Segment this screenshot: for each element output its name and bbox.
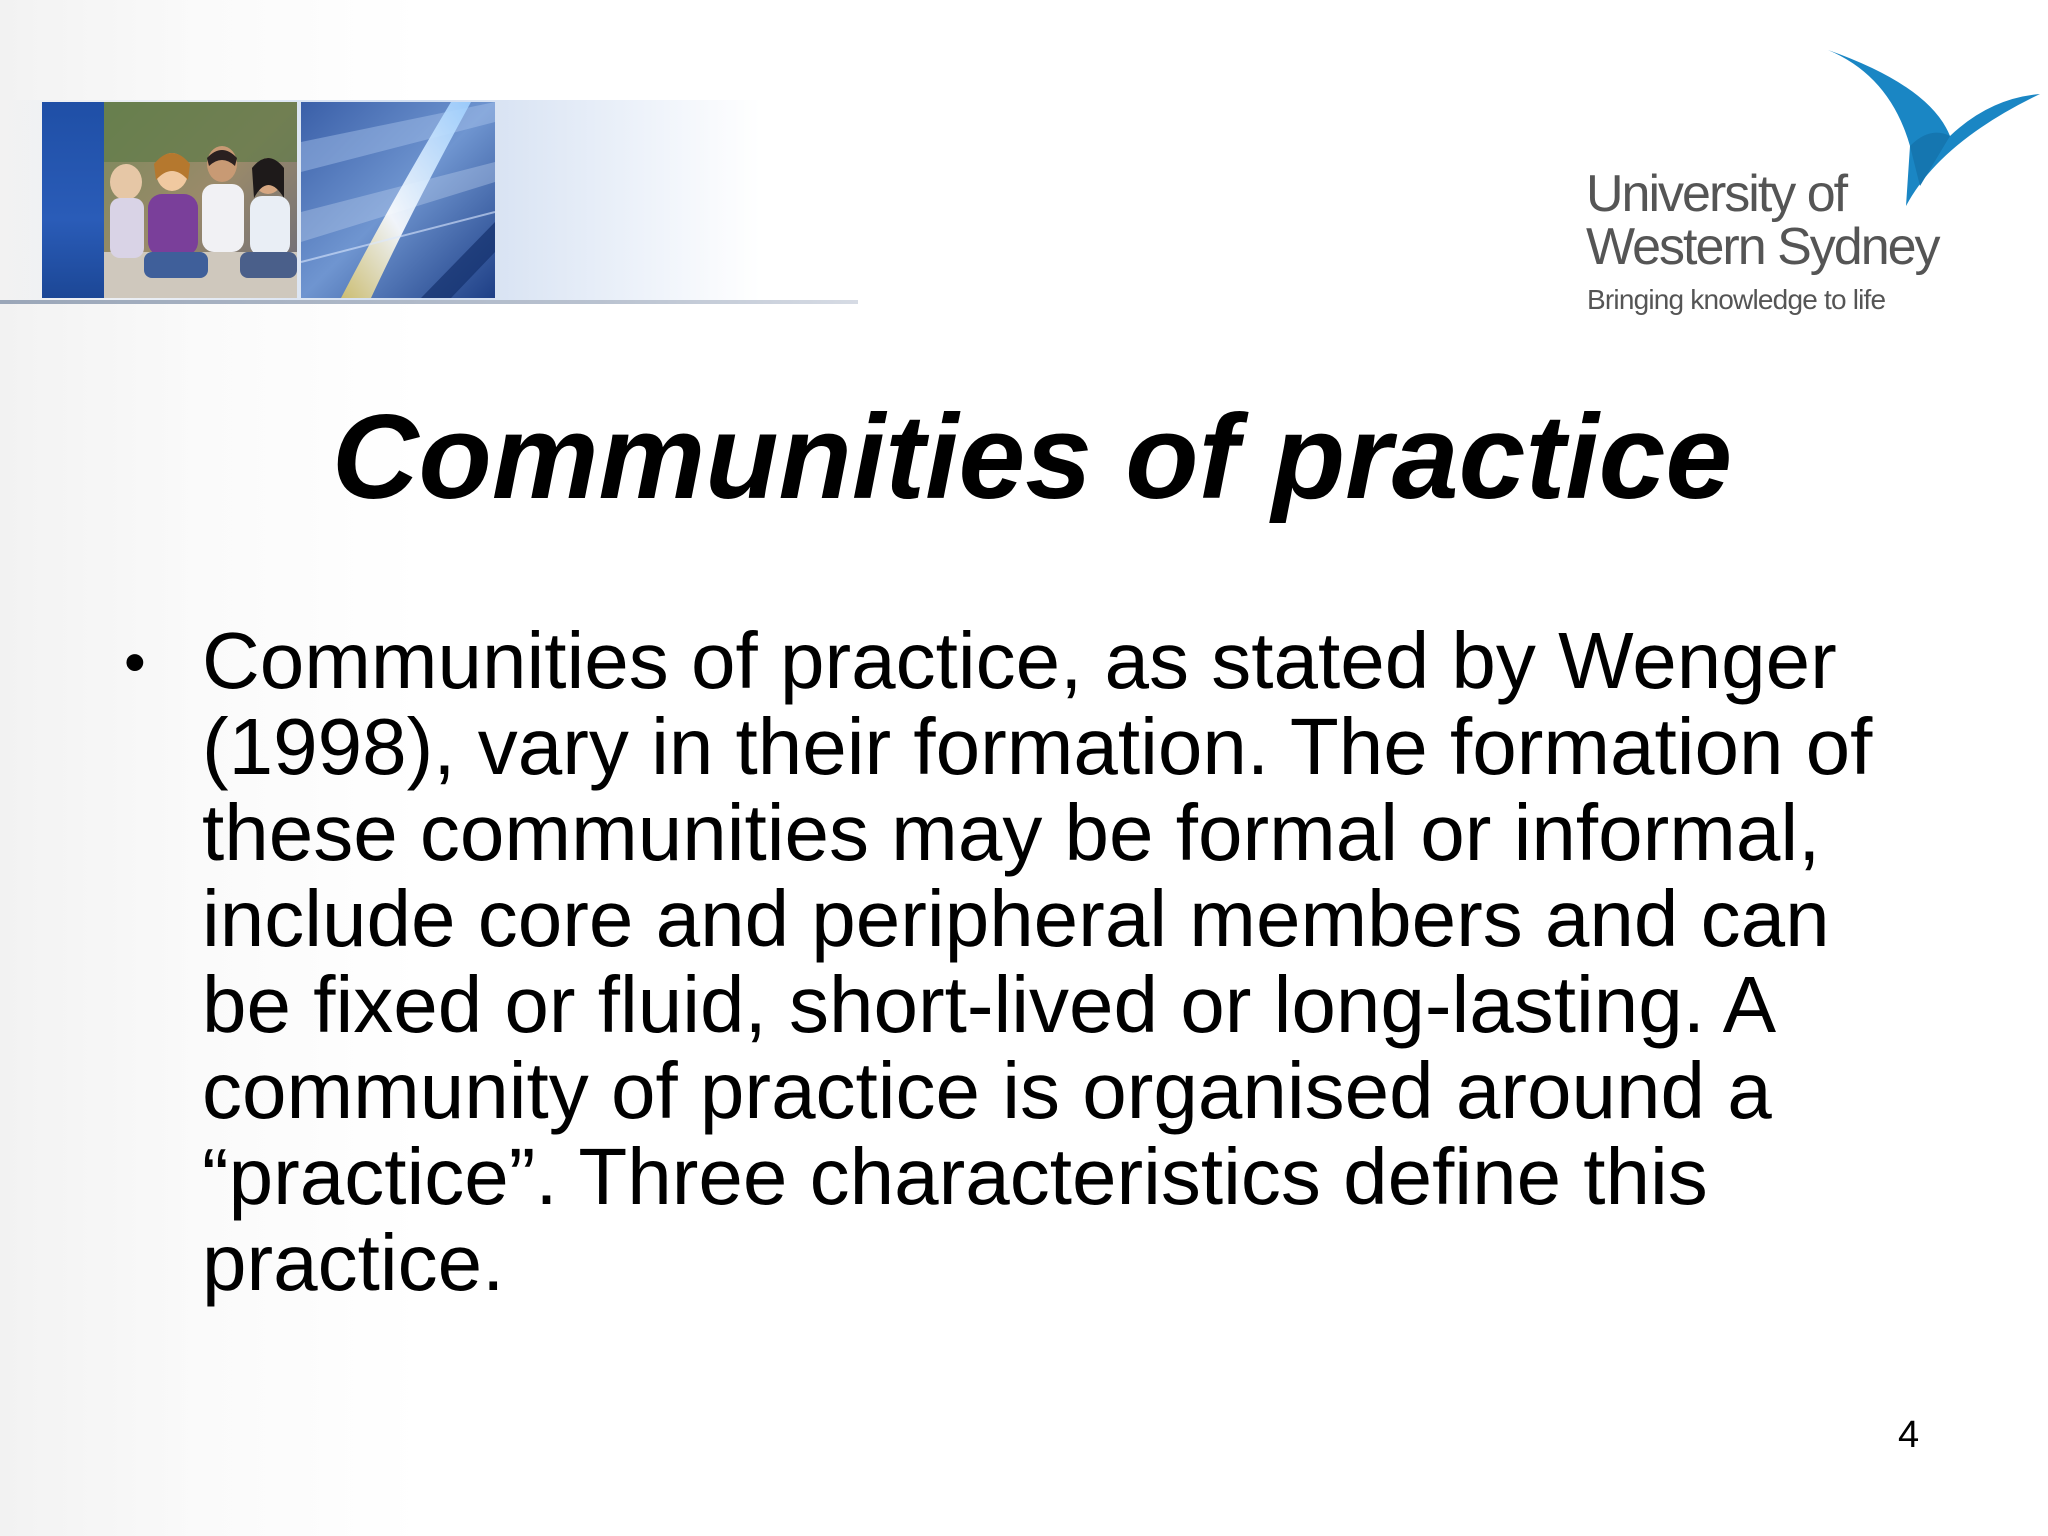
students-photo bbox=[104, 102, 297, 298]
body-line: Communities of practice, as stated by Wenger bbox=[202, 616, 1837, 705]
body-line: (1998), vary in their formation. The formation of bbox=[202, 702, 1873, 791]
body-line: these communities may be formal or informal, bbox=[202, 788, 1821, 877]
bullet-marker: • bbox=[124, 628, 146, 697]
header-divider bbox=[0, 300, 858, 304]
body-line: “practice”. Three characteristics define this bbox=[202, 1132, 1708, 1221]
logo-name-line1: University of bbox=[1586, 165, 1847, 223]
body-line: practice. bbox=[202, 1218, 505, 1307]
header-color-strip bbox=[42, 102, 104, 298]
glass-architecture-photo bbox=[301, 102, 495, 298]
body-line: include core and peripheral members and can bbox=[202, 874, 1830, 963]
bird-icon bbox=[1820, 46, 2046, 222]
bullet-text bbox=[202, 618, 1922, 1306]
slide-title: Communities of practice bbox=[331, 390, 1733, 524]
logo-tagline: Bringing knowledge to life bbox=[1587, 284, 1886, 315]
logo-name-line2: Western Sydney bbox=[1586, 218, 1939, 276]
page-number: 4 bbox=[1898, 1414, 1920, 1456]
body-line: community of practice is organised around a bbox=[202, 1046, 1772, 1135]
body-line: be fixed or fluid, short-lived or long-lasting. A bbox=[202, 960, 1777, 1049]
